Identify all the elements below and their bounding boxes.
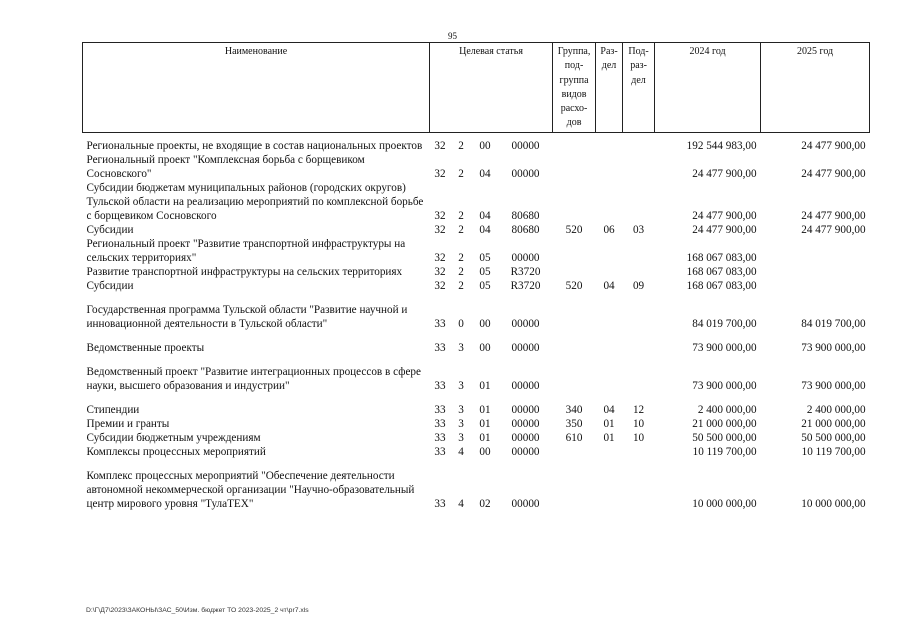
budget-table: [82, 42, 870, 511]
amount-2025: 10 000 000,00: [801, 497, 866, 510]
expense-group: 520: [565, 223, 583, 236]
target-subprogram: 0: [458, 317, 464, 330]
subsection-code: [623, 237, 655, 265]
table-row: [83, 293, 870, 331]
amount-2024: 10 119 700,00: [692, 445, 757, 458]
section-code: [596, 237, 623, 265]
subsection-code: 10: [632, 417, 645, 430]
section-code: [596, 293, 623, 331]
expense-group: 350: [565, 417, 583, 430]
row-name: Комплекс процессных мероприятий "Обеспечение деятельности автономной некоммерческой организации "Научно-образовательный центр мирового уровня "ТулаТЕХ": [86, 469, 415, 510]
subsection-code: [623, 459, 655, 511]
target-subprogram: 3: [458, 341, 464, 354]
header-name: Наименование: [83, 43, 430, 133]
target-subprogram: 2: [458, 251, 464, 264]
amount-2025: [761, 279, 870, 293]
target-program: 33: [434, 417, 446, 430]
amount-2025: 2 400 000,00: [806, 403, 866, 416]
expense-group: [553, 459, 596, 511]
table-row: [83, 223, 870, 237]
amount-2024: 24 477 900,00: [692, 223, 757, 236]
target-structure: 05: [479, 279, 491, 292]
section-code: [596, 181, 623, 223]
amount-2025: 73 900 000,00: [801, 379, 866, 392]
row-name: Ведомственный проект "Развитие интеграционных процессов в сфере науки, высшего образования и индустрии": [86, 365, 421, 392]
section-code: [596, 132, 623, 153]
subsection-code: [623, 355, 655, 393]
section-code: 04: [603, 279, 615, 292]
target-direction: 00000: [511, 497, 540, 510]
amount-2024: 168 067 083,00: [686, 251, 757, 264]
amount-2024: 168 067 083,00: [686, 279, 757, 292]
target-structure: 04: [479, 209, 491, 222]
target-subprogram: 3: [458, 417, 464, 430]
target-direction: 00000: [511, 403, 540, 416]
row-name: Субсидии бюджетам муниципальных районов (городских округов) Тульской области на реализацию мероприятий по комплексной борьбе с борщевиком Сосновского: [86, 181, 424, 222]
target-structure: 05: [479, 251, 491, 264]
subsection-code: 09: [632, 279, 645, 292]
header-expense-group: Группа, под- группа видов расхо- дов: [553, 43, 596, 133]
target-structure: 01: [479, 403, 491, 416]
target-program: 32: [434, 139, 446, 152]
table-row: [83, 355, 870, 393]
table-row: [83, 153, 870, 181]
subsection-code: 12: [632, 403, 645, 416]
section-code: [596, 355, 623, 393]
amount-2025: 24 477 900,00: [801, 167, 866, 180]
table-row: [83, 279, 870, 293]
section-code: 04: [603, 403, 615, 416]
target-direction: 00000: [511, 341, 540, 354]
target-structure: 05: [479, 265, 491, 278]
amount-2024: 21 000 000,00: [692, 417, 757, 430]
subsection-code: [623, 331, 655, 355]
table-row: [83, 181, 870, 223]
expense-group: [553, 293, 596, 331]
section-code: [596, 459, 623, 511]
target-direction: 80680: [511, 223, 540, 236]
row-name: Премии и гранты: [86, 417, 170, 430]
expense-group: [553, 265, 596, 279]
target-subprogram: 4: [458, 497, 464, 510]
table-row: [83, 265, 870, 279]
amount-2024: 192 544 983,00: [686, 139, 757, 152]
target-program: 32: [434, 223, 446, 236]
header-section: Раз- дел: [596, 43, 623, 133]
row-name: Субсидии: [86, 279, 134, 292]
subsection-code: [623, 153, 655, 181]
target-subprogram: 3: [458, 403, 464, 416]
section-code: 06: [603, 223, 615, 236]
row-name: Стипендии: [86, 403, 140, 416]
amount-2025: 84 019 700,00: [801, 317, 866, 330]
target-direction: R3720: [510, 279, 541, 292]
subsection-code: 03: [632, 223, 645, 236]
amount-2024: 50 500 000,00: [692, 431, 757, 444]
expense-group: [553, 331, 596, 355]
amount-2024: 168 067 083,00: [686, 265, 757, 278]
amount-2025: 21 000 000,00: [801, 417, 866, 430]
amount-2024: 10 000 000,00: [692, 497, 757, 510]
header-year-2025: 2025 год: [761, 43, 870, 133]
amount-2024: 73 900 000,00: [692, 341, 757, 354]
table-row: [83, 393, 870, 417]
row-name: Региональный проект "Комплексная борьба с борщевиком Сосновского": [86, 153, 365, 180]
target-structure: 00: [479, 445, 491, 458]
row-name: Развитие транспортной инфраструктуры на сельских территориях: [86, 265, 403, 278]
header-target-article: Целевая статья: [430, 43, 553, 133]
header-subsection: Под- раз- дел: [623, 43, 655, 133]
target-direction: 00000: [511, 417, 540, 430]
amount-2024: 73 900 000,00: [692, 379, 757, 392]
table-row: [83, 431, 870, 445]
target-structure: 04: [479, 167, 491, 180]
target-program: 32: [434, 209, 446, 222]
row-name: Государственная программа Тульской области "Развитие научной и инновационной деятельности в Тульской области": [86, 303, 408, 330]
target-program: 33: [434, 341, 446, 354]
table-row: [83, 459, 870, 511]
target-program: 33: [434, 379, 446, 392]
expense-group: [553, 181, 596, 223]
amount-2025: 24 477 900,00: [801, 223, 866, 236]
amount-2025: 24 477 900,00: [801, 139, 866, 152]
target-structure: 04: [479, 223, 491, 236]
target-direction: 00000: [511, 139, 540, 152]
subsection-code: 10: [632, 431, 645, 444]
amount-2025: 50 500 000,00: [801, 431, 866, 444]
subsection-code: [623, 181, 655, 223]
target-structure: 01: [479, 417, 491, 430]
amount-2025: 10 119 700,00: [801, 445, 866, 458]
section-code: 01: [603, 417, 615, 430]
section-code: [596, 445, 623, 459]
amount-2025: 24 477 900,00: [801, 209, 866, 222]
expense-group: 340: [565, 403, 583, 416]
section-code: [596, 153, 623, 181]
target-subprogram: 3: [458, 431, 464, 444]
table-body: [83, 132, 870, 511]
target-structure: 00: [479, 341, 491, 354]
subsection-code: [623, 265, 655, 279]
file-path-footer: D:\Г\Д7\2023\ЗАКОНЫ\ЗАС_50\Изм. бюджет ТО 2023-2025_2 чт\pr7.xls: [86, 607, 309, 614]
target-subprogram: 2: [458, 265, 464, 278]
amount-2025: 73 900 000,00: [801, 341, 866, 354]
amount-2024: 24 477 900,00: [692, 167, 757, 180]
target-subprogram: 3: [458, 379, 464, 392]
expense-group: 520: [565, 279, 583, 292]
section-code: 01: [603, 431, 615, 444]
target-direction: 00000: [511, 379, 540, 392]
target-subprogram: 2: [458, 209, 464, 222]
amount-2024: 2 400 000,00: [697, 403, 757, 416]
target-subprogram: 4: [458, 445, 464, 458]
table-row: [83, 237, 870, 265]
target-structure: 02: [479, 497, 491, 510]
row-name: Субсидии: [86, 223, 134, 236]
row-name: Субсидии бюджетным учреждениям: [86, 431, 261, 444]
table-header-row: [83, 43, 870, 133]
subsection-code: [623, 132, 655, 153]
amount-2024: 24 477 900,00: [692, 209, 757, 222]
page-number: 95: [448, 31, 457, 41]
target-program: 33: [434, 431, 446, 444]
target-program: 33: [434, 445, 446, 458]
section-code: [596, 331, 623, 355]
amount-2025: [761, 265, 870, 279]
target-subprogram: 2: [458, 279, 464, 292]
target-program: 33: [434, 403, 446, 416]
target-structure: 00: [479, 317, 491, 330]
expense-group: [553, 355, 596, 393]
table-row: [83, 132, 870, 153]
row-name: Региональные проекты, не входящие в состав национальных проектов: [86, 139, 423, 152]
target-structure: 01: [479, 431, 491, 444]
expense-group: [553, 445, 596, 459]
row-name: Региональный проект "Развитие транспортной инфраструктуры на сельских территориях": [86, 237, 406, 264]
target-structure: 01: [479, 379, 491, 392]
target-direction: 00000: [511, 431, 540, 444]
target-subprogram: 2: [458, 167, 464, 180]
expense-group: [553, 132, 596, 153]
target-direction: 00000: [511, 445, 540, 458]
amount-2025: [761, 237, 870, 265]
row-name: Ведомственные проекты: [86, 341, 205, 354]
expense-group: [553, 237, 596, 265]
target-program: 32: [434, 265, 446, 278]
target-program: 32: [434, 167, 446, 180]
target-subprogram: 2: [458, 139, 464, 152]
target-direction: R3720: [510, 265, 541, 278]
row-name: Комплексы процессных мероприятий: [86, 445, 266, 458]
subsection-code: [623, 293, 655, 331]
header-year-2024: 2024 год: [655, 43, 761, 133]
subsection-code: [623, 445, 655, 459]
table-row: [83, 331, 870, 355]
target-subprogram: 2: [458, 223, 464, 236]
target-structure: 00: [479, 139, 491, 152]
expense-group: 610: [565, 431, 583, 444]
table-row: [83, 417, 870, 431]
amount-2024: 84 019 700,00: [692, 317, 757, 330]
target-program: 32: [434, 251, 446, 264]
target-program: 33: [434, 317, 446, 330]
target-direction: 00000: [511, 251, 540, 264]
target-direction: 00000: [511, 317, 540, 330]
table-row: [83, 445, 870, 459]
target-program: 32: [434, 279, 446, 292]
target-program: 33: [434, 497, 446, 510]
target-direction: 80680: [511, 209, 540, 222]
expense-group: [553, 153, 596, 181]
target-direction: 00000: [511, 167, 540, 180]
section-code: [596, 265, 623, 279]
